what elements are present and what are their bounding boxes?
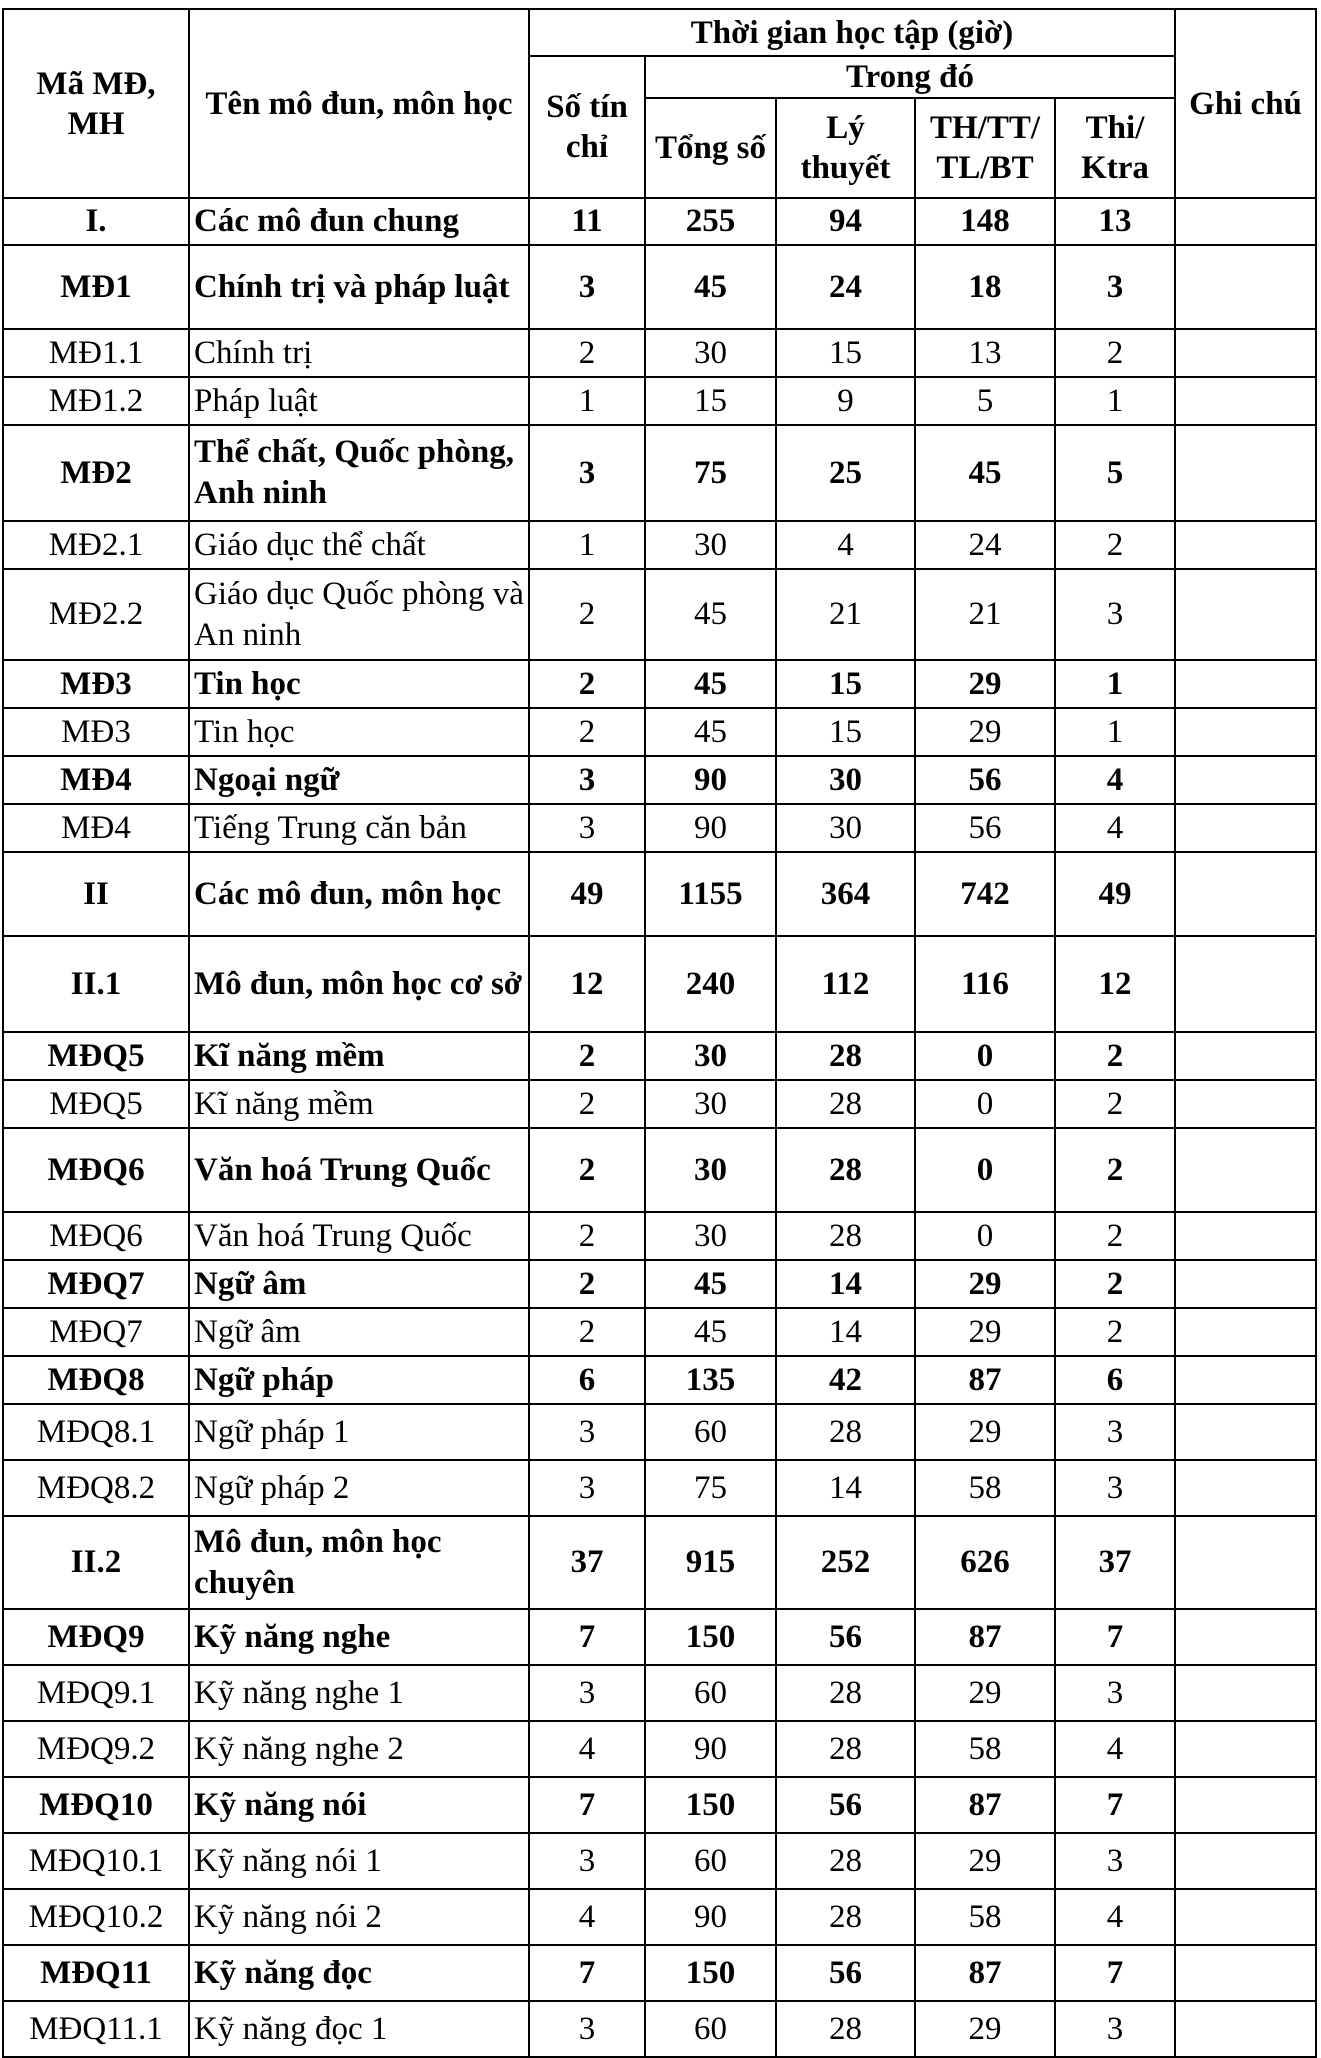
cell-credits: 4 [529, 1889, 645, 1945]
cell-code: II.1 [3, 936, 189, 1032]
header-total: Tổng số [645, 98, 776, 198]
cell-code: MĐQ5 [3, 1080, 189, 1128]
cell-practice: 626 [915, 1516, 1055, 1609]
header-credits: Số tín chỉ [529, 56, 645, 198]
cell-total: 15 [645, 377, 776, 425]
cell-credits: 2 [529, 660, 645, 708]
cell-theory: 56 [776, 1609, 915, 1665]
cell-theory: 25 [776, 425, 915, 521]
header-theory: Lý thuyết [776, 98, 915, 198]
cell-practice: 29 [915, 1404, 1055, 1460]
cell-theory: 364 [776, 852, 915, 936]
cell-total: 75 [645, 425, 776, 521]
cell-exam: 2 [1055, 521, 1175, 569]
cell-code: MĐQ7 [3, 1308, 189, 1356]
cell-code: MĐQ8.1 [3, 1404, 189, 1460]
cell-note [1175, 1516, 1316, 1609]
cell-note [1175, 2001, 1316, 2057]
cell-theory: 9 [776, 377, 915, 425]
cell-total: 45 [645, 245, 776, 329]
cell-code: MĐQ9.2 [3, 1721, 189, 1777]
cell-exam: 3 [1055, 1665, 1175, 1721]
cell-note [1175, 1945, 1316, 2001]
cell-total: 45 [645, 1308, 776, 1356]
cell-exam: 7 [1055, 1945, 1175, 2001]
cell-theory: 30 [776, 756, 915, 804]
cell-theory: 28 [776, 1404, 915, 1460]
cell-credits: 3 [529, 1665, 645, 1721]
cell-code: I. [3, 198, 189, 245]
cell-exam: 7 [1055, 1609, 1175, 1665]
cell-name: Kỹ năng nghe 2 [189, 1721, 529, 1777]
cell-credits: 3 [529, 2001, 645, 2057]
cell-note [1175, 1665, 1316, 1721]
cell-note [1175, 245, 1316, 329]
table-row [3, 756, 1316, 804]
cell-name: Chính trị [189, 329, 529, 377]
cell-practice: 18 [915, 245, 1055, 329]
cell-practice: 58 [915, 1460, 1055, 1516]
cell-practice: 0 [915, 1128, 1055, 1212]
cell-credits: 12 [529, 936, 645, 1032]
cell-name: Kỹ năng đọc [189, 1945, 529, 2001]
cell-credits: 2 [529, 569, 645, 660]
cell-theory: 28 [776, 1032, 915, 1080]
cell-exam: 12 [1055, 936, 1175, 1032]
cell-note [1175, 1460, 1316, 1516]
table-row [3, 1460, 1316, 1516]
cell-note [1175, 377, 1316, 425]
cell-name: Tin học [189, 708, 529, 756]
cell-note [1175, 1212, 1316, 1260]
table-row [3, 1777, 1316, 1833]
table-row [3, 1516, 1316, 1609]
cell-code: MĐQ7 [3, 1260, 189, 1308]
cell-total: 45 [645, 1260, 776, 1308]
cell-exam: 1 [1055, 708, 1175, 756]
cell-total: 60 [645, 1404, 776, 1460]
cell-note [1175, 1080, 1316, 1128]
cell-theory: 28 [776, 1665, 915, 1721]
cell-code: MĐQ9 [3, 1609, 189, 1665]
cell-total: 30 [645, 1080, 776, 1128]
cell-practice: 45 [915, 425, 1055, 521]
cell-name: Mô đun, môn học cơ sở [189, 936, 529, 1032]
cell-note [1175, 1721, 1316, 1777]
cell-credits: 2 [529, 1212, 645, 1260]
cell-exam: 3 [1055, 245, 1175, 329]
cell-total: 1155 [645, 852, 776, 936]
table-row [3, 521, 1316, 569]
cell-name: Ngữ âm [189, 1308, 529, 1356]
cell-code: II [3, 852, 189, 936]
cell-name: Kĩ năng mềm [189, 1080, 529, 1128]
cell-code: MĐ2 [3, 425, 189, 521]
cell-credits: 2 [529, 1308, 645, 1356]
cell-code: MĐQ10.1 [3, 1833, 189, 1889]
cell-name: Văn hoá Trung Quốc [189, 1212, 529, 1260]
cell-name: Kỹ năng nghe 1 [189, 1665, 529, 1721]
cell-theory: 15 [776, 329, 915, 377]
cell-total: 60 [645, 2001, 776, 2057]
cell-total: 30 [645, 521, 776, 569]
table-row [3, 1404, 1316, 1460]
header-exam: Thi/ Ktra [1055, 98, 1175, 198]
cell-exam: 2 [1055, 1212, 1175, 1260]
cell-name: Tin học [189, 660, 529, 708]
cell-total: 90 [645, 1889, 776, 1945]
cell-theory: 30 [776, 804, 915, 852]
cell-theory: 28 [776, 1889, 915, 1945]
cell-note [1175, 1032, 1316, 1080]
table-row [3, 1356, 1316, 1404]
cell-credits: 2 [529, 1080, 645, 1128]
cell-code: MĐQ9.1 [3, 1665, 189, 1721]
cell-practice: 56 [915, 804, 1055, 852]
cell-exam: 3 [1055, 2001, 1175, 2057]
cell-name: Giáo dục Quốc phòng và An ninh [189, 569, 529, 660]
cell-exam: 3 [1055, 1833, 1175, 1889]
cell-exam: 6 [1055, 1356, 1175, 1404]
cell-practice: 742 [915, 852, 1055, 936]
cell-practice: 29 [915, 1833, 1055, 1889]
cell-credits: 3 [529, 1404, 645, 1460]
cell-code: MĐQ8 [3, 1356, 189, 1404]
cell-theory: 4 [776, 521, 915, 569]
cell-note [1175, 329, 1316, 377]
cell-total: 150 [645, 1945, 776, 2001]
header-time-group: Thời gian học tập (giờ) [529, 9, 1175, 56]
cell-credits: 3 [529, 425, 645, 521]
cell-name: Kỹ năng nói 2 [189, 1889, 529, 1945]
table-row [3, 245, 1316, 329]
cell-exam: 1 [1055, 660, 1175, 708]
table-row [3, 198, 1316, 245]
table-row [3, 708, 1316, 756]
cell-practice: 87 [915, 1356, 1055, 1404]
cell-practice: 58 [915, 1889, 1055, 1945]
header-name: Tên mô đun, môn học [189, 9, 529, 198]
table-row [3, 1721, 1316, 1777]
cell-exam: 4 [1055, 1889, 1175, 1945]
table-row [3, 1128, 1316, 1212]
cell-code: MĐQ6 [3, 1128, 189, 1212]
cell-credits: 49 [529, 852, 645, 936]
cell-exam: 2 [1055, 329, 1175, 377]
cell-practice: 29 [915, 708, 1055, 756]
table-row [3, 1665, 1316, 1721]
cell-practice: 87 [915, 1777, 1055, 1833]
cell-exam: 3 [1055, 569, 1175, 660]
cell-total: 90 [645, 756, 776, 804]
cell-theory: 15 [776, 708, 915, 756]
cell-code: MĐQ10 [3, 1777, 189, 1833]
cell-code: MĐQ6 [3, 1212, 189, 1260]
cell-practice: 116 [915, 936, 1055, 1032]
cell-total: 45 [645, 569, 776, 660]
cell-name: Ngữ pháp 1 [189, 1404, 529, 1460]
cell-total: 90 [645, 804, 776, 852]
cell-code: MĐQ5 [3, 1032, 189, 1080]
cell-name: Kỹ năng nghe [189, 1609, 529, 1665]
header-within: Trong đó [645, 56, 1175, 98]
table-row [3, 804, 1316, 852]
cell-total: 150 [645, 1777, 776, 1833]
cell-credits: 1 [529, 377, 645, 425]
table-row [3, 1833, 1316, 1889]
cell-code: II.2 [3, 1516, 189, 1609]
cell-note [1175, 756, 1316, 804]
cell-note [1175, 852, 1316, 936]
cell-note [1175, 708, 1316, 756]
cell-practice: 29 [915, 1308, 1055, 1356]
cell-theory: 15 [776, 660, 915, 708]
cell-credits: 2 [529, 1128, 645, 1212]
cell-exam: 2 [1055, 1128, 1175, 1212]
header-note: Ghi chú [1175, 9, 1316, 198]
cell-code: MĐ3 [3, 708, 189, 756]
table-row [3, 569, 1316, 660]
cell-name: Ngữ âm [189, 1260, 529, 1308]
cell-credits: 2 [529, 1032, 645, 1080]
cell-name: Ngữ pháp [189, 1356, 529, 1404]
cell-credits: 6 [529, 1356, 645, 1404]
cell-note [1175, 660, 1316, 708]
cell-exam: 3 [1055, 1460, 1175, 1516]
cell-practice: 21 [915, 569, 1055, 660]
header-code: Mã MĐ, MH [3, 9, 189, 198]
table-row [3, 329, 1316, 377]
cell-theory: 56 [776, 1945, 915, 2001]
table-row [3, 1308, 1316, 1356]
cell-total: 45 [645, 660, 776, 708]
cell-credits: 2 [529, 708, 645, 756]
cell-total: 60 [645, 1665, 776, 1721]
cell-total: 255 [645, 198, 776, 245]
cell-name: Mô đun, môn học chuyên [189, 1516, 529, 1609]
cell-total: 30 [645, 329, 776, 377]
cell-note [1175, 1356, 1316, 1404]
cell-note [1175, 804, 1316, 852]
table-row [3, 1260, 1316, 1308]
cell-practice: 87 [915, 1609, 1055, 1665]
cell-total: 135 [645, 1356, 776, 1404]
table-row [3, 1889, 1316, 1945]
cell-note [1175, 198, 1316, 245]
cell-theory: 28 [776, 1721, 915, 1777]
cell-theory: 56 [776, 1777, 915, 1833]
cell-exam: 7 [1055, 1777, 1175, 1833]
cell-code: MĐQ8.2 [3, 1460, 189, 1516]
cell-credits: 3 [529, 1460, 645, 1516]
table-row [3, 1032, 1316, 1080]
table-row [3, 1080, 1316, 1128]
cell-practice: 56 [915, 756, 1055, 804]
cell-practice: 0 [915, 1032, 1055, 1080]
cell-total: 915 [645, 1516, 776, 1609]
cell-practice: 24 [915, 521, 1055, 569]
curriculum-table [2, 8, 1317, 2058]
cell-name: Kỹ năng đọc 1 [189, 2001, 529, 2057]
cell-practice: 5 [915, 377, 1055, 425]
cell-name: Tiếng Trung căn bản [189, 804, 529, 852]
cell-code: MĐQ11 [3, 1945, 189, 2001]
cell-code: MĐ4 [3, 804, 189, 852]
cell-code: MĐ4 [3, 756, 189, 804]
cell-name: Pháp luật [189, 377, 529, 425]
table-row [3, 2001, 1316, 2057]
cell-credits: 3 [529, 1833, 645, 1889]
cell-note [1175, 1833, 1316, 1889]
cell-total: 30 [645, 1128, 776, 1212]
cell-note [1175, 936, 1316, 1032]
cell-note [1175, 569, 1316, 660]
cell-practice: 29 [915, 1665, 1055, 1721]
cell-name: Kỹ năng nói [189, 1777, 529, 1833]
cell-code: MĐQ10.2 [3, 1889, 189, 1945]
cell-theory: 28 [776, 1212, 915, 1260]
cell-practice: 29 [915, 660, 1055, 708]
cell-theory: 112 [776, 936, 915, 1032]
cell-name: Các mô đun chung [189, 198, 529, 245]
cell-name: Chính trị và pháp luật [189, 245, 529, 329]
cell-exam: 4 [1055, 1721, 1175, 1777]
cell-note [1175, 1609, 1316, 1665]
cell-exam: 3 [1055, 1404, 1175, 1460]
cell-name: Văn hoá Trung Quốc [189, 1128, 529, 1212]
cell-practice: 13 [915, 329, 1055, 377]
cell-theory: 14 [776, 1260, 915, 1308]
cell-credits: 37 [529, 1516, 645, 1609]
cell-credits: 3 [529, 804, 645, 852]
cell-exam: 4 [1055, 756, 1175, 804]
cell-total: 240 [645, 936, 776, 1032]
table-row [3, 660, 1316, 708]
cell-code: MĐ2.1 [3, 521, 189, 569]
cell-credits: 2 [529, 1260, 645, 1308]
header-practice: TH/TT/ TL/BT [915, 98, 1055, 198]
cell-note [1175, 521, 1316, 569]
cell-credits: 3 [529, 245, 645, 329]
cell-exam: 13 [1055, 198, 1175, 245]
table-row [3, 1212, 1316, 1260]
table-row [3, 377, 1316, 425]
cell-theory: 14 [776, 1460, 915, 1516]
table-body [3, 198, 1316, 2057]
cell-total: 150 [645, 1609, 776, 1665]
cell-credits: 3 [529, 756, 645, 804]
cell-total: 75 [645, 1460, 776, 1516]
cell-note [1175, 425, 1316, 521]
cell-credits: 7 [529, 1777, 645, 1833]
cell-credits: 7 [529, 1609, 645, 1665]
cell-name: Kỹ năng nói 1 [189, 1833, 529, 1889]
cell-theory: 28 [776, 2001, 915, 2057]
cell-practice: 87 [915, 1945, 1055, 2001]
table-row [3, 1609, 1316, 1665]
cell-theory: 24 [776, 245, 915, 329]
cell-exam: 4 [1055, 804, 1175, 852]
cell-total: 30 [645, 1032, 776, 1080]
cell-credits: 11 [529, 198, 645, 245]
cell-exam: 2 [1055, 1308, 1175, 1356]
table-row [3, 852, 1316, 936]
cell-name: Ngữ pháp 2 [189, 1460, 529, 1516]
cell-practice: 58 [915, 1721, 1055, 1777]
cell-theory: 14 [776, 1308, 915, 1356]
cell-exam: 2 [1055, 1260, 1175, 1308]
cell-theory: 252 [776, 1516, 915, 1609]
cell-note [1175, 1260, 1316, 1308]
cell-note [1175, 1889, 1316, 1945]
cell-note [1175, 1404, 1316, 1460]
cell-credits: 4 [529, 1721, 645, 1777]
cell-note [1175, 1777, 1316, 1833]
cell-theory: 28 [776, 1833, 915, 1889]
cell-credits: 1 [529, 521, 645, 569]
cell-name: Các mô đun, môn học [189, 852, 529, 936]
cell-exam: 2 [1055, 1080, 1175, 1128]
cell-code: MĐ1 [3, 245, 189, 329]
cell-total: 90 [645, 1721, 776, 1777]
table-row [3, 425, 1316, 521]
cell-practice: 29 [915, 2001, 1055, 2057]
cell-theory: 42 [776, 1356, 915, 1404]
cell-code: MĐ1.2 [3, 377, 189, 425]
cell-theory: 94 [776, 198, 915, 245]
cell-credits: 2 [529, 329, 645, 377]
table-row [3, 1945, 1316, 2001]
cell-code: MĐ3 [3, 660, 189, 708]
cell-practice: 0 [915, 1080, 1055, 1128]
cell-exam: 5 [1055, 425, 1175, 521]
cell-theory: 28 [776, 1128, 915, 1212]
cell-name: Thể chất, Quốc phòng, Anh ninh [189, 425, 529, 521]
cell-note [1175, 1128, 1316, 1212]
cell-theory: 21 [776, 569, 915, 660]
cell-name: Kĩ năng mềm [189, 1032, 529, 1080]
cell-name: Ngoại ngữ [189, 756, 529, 804]
cell-code: MĐQ11.1 [3, 2001, 189, 2057]
cell-theory: 28 [776, 1080, 915, 1128]
table-header [3, 9, 1316, 198]
cell-practice: 0 [915, 1212, 1055, 1260]
cell-code: MĐ1.1 [3, 329, 189, 377]
cell-code: MĐ2.2 [3, 569, 189, 660]
cell-name: Giáo dục thể chất [189, 521, 529, 569]
cell-practice: 148 [915, 198, 1055, 245]
cell-exam: 2 [1055, 1032, 1175, 1080]
cell-total: 60 [645, 1833, 776, 1889]
cell-exam: 37 [1055, 1516, 1175, 1609]
cell-exam: 49 [1055, 852, 1175, 936]
cell-total: 30 [645, 1212, 776, 1260]
cell-exam: 1 [1055, 377, 1175, 425]
cell-note [1175, 1308, 1316, 1356]
table-row [3, 936, 1316, 1032]
cell-practice: 29 [915, 1260, 1055, 1308]
cell-total: 45 [645, 708, 776, 756]
cell-credits: 7 [529, 1945, 645, 2001]
